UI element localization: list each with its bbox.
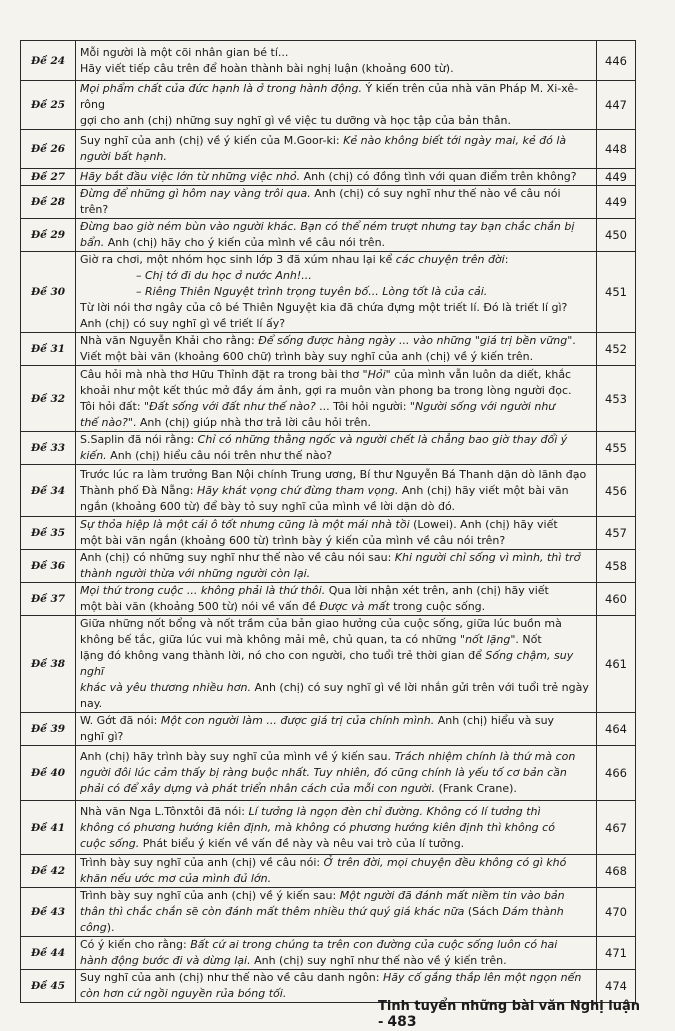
content-line <box>80 219 592 235</box>
text-segment: Đừng để những gì hôm nay vàng trôi qua. <box>80 187 311 200</box>
text-segment: Đất sống với đất như thế nào? <box>149 399 316 413</box>
text-segment: ). <box>106 921 115 934</box>
text-segment: Một con người làm ... được giá trị của chính mình. <box>160 714 435 727</box>
page-ref: 461 <box>597 616 636 713</box>
page-ref: 470 <box>597 888 636 937</box>
content-line <box>80 533 592 549</box>
text-segment: khăn nếu ước mơ của mình đủ lớn. <box>80 872 272 885</box>
text-segment: Ở trên đời, mọi chuyện đều không có gì khó <box>323 856 567 869</box>
content-line <box>80 749 592 765</box>
text-segment: Mỗi người là một cõi nhân gian bé tí... <box>80 45 289 59</box>
exercise-label: Đề 37 <box>21 583 76 616</box>
content-line <box>80 713 592 729</box>
text-segment: lặng đó không vang thành lời, nó cho con người, cho tuổi trẻ thời gian để <box>80 649 486 662</box>
page-ref: 450 <box>597 219 636 252</box>
text-segment: Khi người chỉ sống vì mình, thì trở <box>394 551 581 564</box>
page-ref: 474 <box>597 970 636 1003</box>
exercise-label: Đề 26 <box>21 130 76 169</box>
text-segment: ". Nốt <box>510 633 542 646</box>
text-segment: Anh (chị) hãy cho ý kiến của mình về câu nói trên. <box>104 236 386 249</box>
toc-row <box>21 888 636 937</box>
text-segment: thân thì chắc chắn sẽ còn đánh mất thêm nhiều thứ quý giá khác nữa <box>80 905 465 918</box>
text-segment: Trình bày suy nghĩ của anh (chị) về câu nói: <box>80 856 324 869</box>
exercise-label: Đề 45 <box>21 970 76 1003</box>
toc-row <box>21 855 636 888</box>
page-ref: 447 <box>597 81 636 130</box>
text-segment: Người sống với người như <box>414 399 556 413</box>
text-segment: Hãy khát vọng chứ đừng tham vọng. <box>196 483 399 497</box>
toc-row <box>21 366 636 432</box>
exercise-content <box>76 855 597 888</box>
exercise-content <box>76 432 597 465</box>
exercise-label: Đề 29 <box>21 219 76 252</box>
page-ref: 455 <box>597 432 636 465</box>
content-line <box>80 970 592 986</box>
content-line <box>80 61 592 77</box>
content-line <box>80 349 592 365</box>
text-segment: thế nào? <box>80 415 128 429</box>
text-segment: Đừng bao giờ ném bùn vào người khác. Bạn có thể ném trượt nhưng tay bạn chắc chắn bị <box>80 220 575 233</box>
text-segment: các chuyện trên đời <box>395 253 505 266</box>
content-line <box>80 186 592 218</box>
text-segment: Hãy viết tiếp câu trên để hoàn thành bài nghị luận (khoảng 600 từ). <box>80 61 454 75</box>
exercise-label: Đề 28 <box>21 186 76 219</box>
page-ref: 464 <box>597 713 636 746</box>
text-segment: nốt lặng <box>465 633 511 646</box>
text-segment: kiến. <box>80 449 107 462</box>
exercise-label: Đề 25 <box>21 81 76 130</box>
content-line <box>80 499 592 515</box>
exercise-label: Đề 30 <box>21 252 76 333</box>
exercise-label: Đề 24 <box>21 41 76 81</box>
toc-body <box>21 41 636 1003</box>
content-line <box>80 399 592 415</box>
text-segment: Một người đã đánh mất niềm tin vào bản <box>339 889 565 902</box>
text-segment: ngắn (khoảng 600 từ) để bày tỏ suy nghĩ của mình về lời dặn dò đó. <box>80 499 455 513</box>
page-ref: 449 <box>597 169 636 186</box>
page-ref: 449 <box>597 186 636 219</box>
text-segment: Anh (chị) có suy nghĩ như thế nào về câu nói trên? <box>80 187 561 216</box>
exercise-content <box>76 169 597 186</box>
content-line <box>80 169 592 185</box>
text-segment: Anh (chị) hãy trình bày suy nghĩ của mình về ý kiến sau. <box>80 750 395 763</box>
toc-row <box>21 517 636 550</box>
page-ref: 446 <box>597 41 636 81</box>
exercise-label: Đề 41 <box>21 801 76 855</box>
text-segment: Suy nghĩ của anh (chị) về ý kiến của M.Goor-ki: <box>80 134 344 147</box>
exercise-content <box>76 186 597 219</box>
exercise-content <box>76 583 597 616</box>
content-line <box>80 517 592 533</box>
exercise-content <box>76 517 597 550</box>
text-segment: " của mình vẫn luôn da diết, khắc <box>385 367 572 381</box>
exercise-content <box>76 888 597 937</box>
text-segment: Suy nghĩ của anh (chị) như thế nào về câu danh ngôn: <box>80 971 383 984</box>
page-ref: 468 <box>597 855 636 888</box>
text-segment: khác và yêu thương nhiều hơn. <box>80 681 251 694</box>
content-line <box>80 888 592 904</box>
content-line <box>80 566 592 582</box>
exercise-label: Đề 38 <box>21 616 76 713</box>
text-segment: (Lowei). Anh (chị) hãy viết <box>409 518 558 531</box>
text-segment: Bất cứ ai trong chúng ta trên con đường của cuộc sống luôn có hai <box>190 938 558 951</box>
exercise-content <box>76 616 597 713</box>
text-segment: Hãy cố gắng thắp lên một ngọn nến <box>382 971 582 984</box>
text-segment: Anh (chị) hiểu và suy <box>434 714 555 727</box>
content-line <box>80 953 592 969</box>
content-line <box>80 448 592 464</box>
text-segment: Tôi hỏi đất: " <box>80 399 150 413</box>
page-number: 483 <box>387 1014 417 1030</box>
text-segment: Chỉ có những thằng ngốc và người chết là chẳng bao giờ thay đổi ý <box>197 433 568 446</box>
content-line <box>80 483 592 499</box>
text-segment: Anh (chị) có suy nghĩ gì về triết lí ấy? <box>80 317 286 330</box>
content-line <box>80 680 592 712</box>
text-segment: phải có để xây dựng và phát triển nhân cách của mỗi con người. <box>80 782 435 795</box>
text-segment: Trình bày suy nghĩ của anh (chị) về ý kiến sau: <box>80 889 340 902</box>
exercise-content <box>76 366 597 432</box>
text-segment: gợi cho anh (chị) những suy nghĩ gì về việc tu dưỡng và học tập của bản thân. <box>80 114 511 127</box>
text-segment: cuộc sống. <box>80 836 140 850</box>
text-segment: trong cuộc sống. <box>389 600 486 613</box>
toc-row <box>21 746 636 801</box>
text-segment: người bất hạnh. <box>80 150 167 163</box>
exercise-label: Đề 35 <box>21 517 76 550</box>
text-segment: Anh (chị) hãy viết một bài văn <box>398 483 569 497</box>
text-segment: Sống chậm, suy nghĩ <box>80 649 574 678</box>
text-segment: – Chị tớ đi du học ở nước Anh!... <box>136 269 312 282</box>
exercise-content <box>76 970 597 1003</box>
page-ref: 457 <box>597 517 636 550</box>
content-line <box>80 632 592 648</box>
content-line <box>80 284 592 300</box>
text-segment: Nhà văn Nguyễn Khải cho rằng: <box>80 334 259 347</box>
page-ref: 460 <box>597 583 636 616</box>
content-line <box>80 316 592 332</box>
exercise-label: Đề 44 <box>21 937 76 970</box>
exercise-label: Đề 36 <box>21 550 76 583</box>
page-ref: 467 <box>597 801 636 855</box>
page-ref: 453 <box>597 366 636 432</box>
exercise-content <box>76 219 597 252</box>
exercise-label: Đề 42 <box>21 855 76 888</box>
content-line <box>80 836 592 852</box>
text-segment: nghĩ gì? <box>80 730 124 743</box>
content-line <box>80 855 592 871</box>
table-of-contents <box>20 40 636 1003</box>
content-line <box>80 149 592 165</box>
toc-row <box>21 130 636 169</box>
content-line <box>80 904 592 936</box>
text-segment: S.Saplin đã nói rằng: <box>80 433 198 446</box>
content-line <box>80 781 592 797</box>
toc-row <box>21 41 636 81</box>
exercise-label: Đề 31 <box>21 333 76 366</box>
text-segment: Để sống được hàng ngày ... vào những "giá trị bền vững" <box>258 334 573 347</box>
text-segment: – Riêng Thiên Nguyệt trình trọng tuyên bố... Lòng tốt là của cải. <box>136 285 488 298</box>
text-segment: một bài văn ngắn (khoảng 600 từ) trình bày ý kiến của mình về câu nói trên? <box>80 534 506 547</box>
toc-row <box>21 583 636 616</box>
toc-row <box>21 252 636 333</box>
text-segment: Trách nhiệm chính là thứ mà con <box>394 750 576 763</box>
exercise-content <box>76 252 597 333</box>
content-line <box>80 367 592 383</box>
toc-row <box>21 219 636 252</box>
text-segment: W. Gớt đã nói: <box>80 714 161 727</box>
text-segment: Phát biểu ý kiến về vấn đề này và nêu vai trò của lí tưởng. <box>139 836 465 850</box>
text-segment: thành người thừa với những người còn lại. <box>80 567 311 580</box>
text-segment: Mọi phẩm chất của đức hạnh là ở trong hành động. <box>80 82 363 95</box>
exercise-label: Đề 40 <box>21 746 76 801</box>
exercise-content <box>76 333 597 366</box>
content-line <box>80 133 592 149</box>
exercise-label: Đề 32 <box>21 366 76 432</box>
text-segment: Hãy bắt đầu việc lớn từ những việc nhỏ. <box>80 170 301 183</box>
text-segment: Giờ ra chơi, một nhóm học sinh lớp 3 đã xúm nhau lại kể <box>80 253 396 266</box>
text-segment: Mọi thứ trong cuộc ... không phải là thứ thôi. <box>80 584 326 597</box>
content-line <box>80 871 592 887</box>
page-ref: 452 <box>597 333 636 366</box>
page-ref: 456 <box>597 465 636 517</box>
page-ref: 466 <box>597 746 636 801</box>
text-segment: Dám thành công <box>80 905 564 934</box>
content-line <box>80 252 592 268</box>
toc-row <box>21 465 636 517</box>
content-line <box>80 616 592 632</box>
exercise-content <box>76 937 597 970</box>
exercise-content <box>76 81 597 130</box>
toc-row <box>21 550 636 583</box>
content-line <box>80 804 592 820</box>
content-line <box>80 268 592 284</box>
content-line <box>80 300 592 316</box>
text-segment: Anh (chị) có suy nghĩ gì về lời nhắn gửi trên với tuổi trẻ ngày nay. <box>80 681 589 710</box>
page-footer <box>378 999 675 1030</box>
content-line <box>80 765 592 781</box>
text-segment: . <box>572 334 576 347</box>
text-segment: Từ lời nói thơ ngây của cô bé Thiên Nguyệt kia đã chứa đựng một triết lí. Đó là triết lí gì? <box>80 301 568 314</box>
content-line <box>80 820 592 836</box>
text-segment: không có phương hướng kiên định, mà không có phương hướng kiên định thì không có <box>80 820 555 834</box>
text-segment: Anh (chị) có những suy nghĩ như thế nào về câu nói sau: <box>80 551 395 564</box>
text-segment: một bài văn (khoảng 500 từ) nói về vấn đề <box>80 600 320 613</box>
text-segment: Lí tưởng là ngọn đèn chỉ đường. Không có lí tưởng thì <box>248 804 541 818</box>
toc-row <box>21 432 636 465</box>
page-ref: 471 <box>597 937 636 970</box>
text-segment: Anh (chị) có đồng tình với quan điểm trên không? <box>300 170 577 183</box>
text-segment: Trước lúc ra làm trưởng Ban Nội chính Trung ương, Bí thư Nguyễn Bá Thanh dặn dò lãnh đạo <box>80 467 587 481</box>
content-line <box>80 599 592 615</box>
text-segment: hành động bước đi và dừng lại. <box>80 954 251 967</box>
page-ref: 451 <box>597 252 636 333</box>
toc-row <box>21 169 636 186</box>
text-segment: bẩn. <box>80 236 105 249</box>
toc-row <box>21 713 636 746</box>
text-segment: Kẻ nào không biết tới ngày mai, kẻ đó là <box>343 134 567 147</box>
text-segment: Có ý kiến cho rằng: <box>80 938 191 951</box>
content-line <box>80 729 592 745</box>
text-segment: Giữa những nốt bổng và nốt trầm của bản giao hưởng của cuộc sống, giữa lúc buồn mà <box>80 617 562 630</box>
text-segment: Được và mất <box>319 600 390 613</box>
exercise-content <box>76 713 597 746</box>
content-line <box>80 235 592 251</box>
text-segment: người đôi lúc cảm thấy bị ràng buộc nhất. Tuy nhiên, đó cũng chính là yếu tố cơ bản cần <box>80 766 567 779</box>
exercise-label: Đề 43 <box>21 888 76 937</box>
text-segment: Thành phố Đà Nẵng: <box>80 483 197 497</box>
text-segment: ... Tôi hỏi người: " <box>315 399 415 413</box>
text-segment: : <box>504 253 509 266</box>
toc-row <box>21 970 636 1003</box>
content-line <box>80 467 592 483</box>
exercise-content <box>76 465 597 517</box>
book-title: Tinh tuyển những bài văn Nghị luận - <box>378 999 640 1030</box>
content-line <box>80 383 592 399</box>
text-segment: không bế tắc, giữa lúc vui mà không mải mê, chủ quan, ta có những " <box>80 633 466 646</box>
exercise-label: Đề 39 <box>21 713 76 746</box>
exercise-content <box>76 801 597 855</box>
toc-row <box>21 186 636 219</box>
text-segment: Nhà văn Nga L.Tônxtôi đã nói: <box>80 804 249 818</box>
content-line <box>80 432 592 448</box>
text-segment: Qua lời nhận xét trên, anh (chị) hãy viết <box>325 584 549 597</box>
content-line <box>80 937 592 953</box>
text-segment: Viết một bài văn (khoảng 600 chữ) trình bày suy nghĩ của anh (chị) về ý kiến trên. <box>80 350 534 363</box>
text-segment: còn hơn cứ ngồi nguyền rủa bóng tối. <box>80 987 287 1000</box>
toc-row <box>21 333 636 366</box>
text-segment: (Frank Crane). <box>434 782 517 795</box>
text-segment: Câu hỏi mà nhà thơ Hữu Thỉnh đặt ra trong bài thơ " <box>80 367 368 381</box>
exercise-label: Đề 27 <box>21 169 76 186</box>
content-line <box>80 45 592 61</box>
text-segment: (Sách <box>464 905 503 918</box>
content-line <box>80 113 592 129</box>
exercise-label: Đề 33 <box>21 432 76 465</box>
exercise-content <box>76 130 597 169</box>
exercise-label: Đề 34 <box>21 465 76 517</box>
content-line <box>80 550 592 566</box>
toc-row <box>21 937 636 970</box>
content-line <box>80 415 592 431</box>
content-line <box>80 333 592 349</box>
exercise-content <box>76 550 597 583</box>
exercise-content <box>76 41 597 81</box>
toc-row <box>21 801 636 855</box>
exercise-content <box>76 746 597 801</box>
text-segment: khoải như một kết thúc mở đầy ám ảnh, gợi ra muôn vàn phong ba trong lòng người đọc. <box>80 383 572 397</box>
toc-row <box>21 81 636 130</box>
text-segment: Sự thỏa hiệp là một cái ô tốt nhưng cũng là một mái nhà tồi <box>80 518 410 531</box>
text-segment: Ý kiến trên của nhà văn Pháp M. Xi-xê-rông <box>80 82 579 111</box>
text-segment: Hỏi <box>367 367 386 381</box>
page-ref: 448 <box>597 130 636 169</box>
content-line <box>80 648 592 680</box>
text-segment: Anh (chị) hiểu câu nói trên như thế nào? <box>106 449 333 462</box>
toc-row <box>21 616 636 713</box>
text-segment: Anh (chị) suy nghĩ như thế nào về ý kiến trên. <box>250 954 507 967</box>
page-ref: 458 <box>597 550 636 583</box>
content-line <box>80 81 592 113</box>
content-line <box>80 583 592 599</box>
text-segment: ". Anh (chị) giúp nhà thơ trả lời câu hỏi trên. <box>127 415 371 429</box>
